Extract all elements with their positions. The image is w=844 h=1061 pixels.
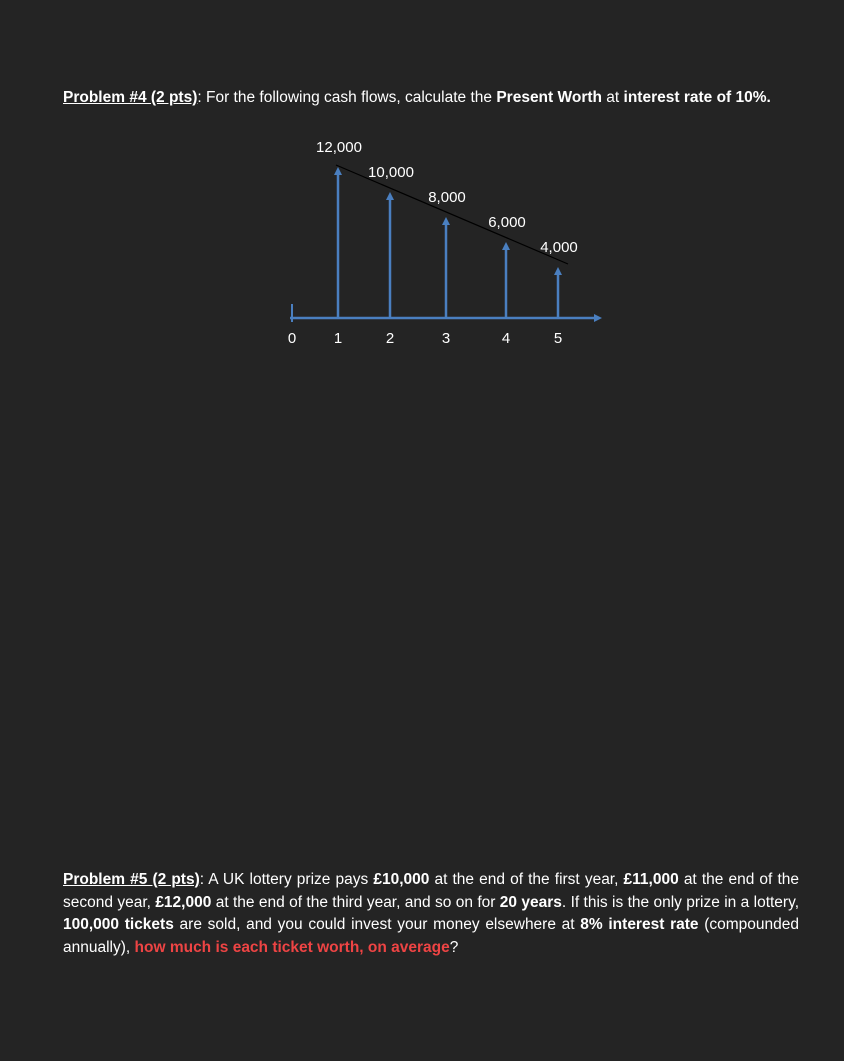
tick-label-0: 0 xyxy=(287,330,297,347)
problem-5-t6: are sold, and you could invest your money elsewhere at xyxy=(173,916,581,933)
tick-label-5: 5 xyxy=(553,330,563,347)
value-label-4: 6,000 xyxy=(488,214,526,231)
value-label-3: 8,000 xyxy=(428,189,466,206)
problem-5-b1: £10,000 xyxy=(373,871,430,888)
problem-5-t2: at the end of the first year, xyxy=(429,871,624,888)
problem-5-red-question: how much is each ticket worth, on average xyxy=(134,938,450,956)
value-label-2: 10,000 xyxy=(368,164,414,181)
tick-label-1: 1 xyxy=(333,330,343,347)
problem-5-b6: 8% interest rate xyxy=(580,916,699,933)
problem-5-t3: at the end of the second year, xyxy=(63,871,800,911)
tick-label-3: 3 xyxy=(441,330,451,347)
gradient-line xyxy=(336,165,568,264)
problem-4-text-a: : For the following cash flows, calculate the xyxy=(197,89,497,106)
value-label-1: 12,000 xyxy=(316,139,362,156)
problem-5-b3: £12,000 xyxy=(155,893,212,911)
problem-5-t1: : A UK lottery prize pays xyxy=(199,871,374,888)
problem-5-t4: at the end of the third year, and so on for xyxy=(211,893,500,911)
problem-5-heading: Problem #5 (2 pts) xyxy=(63,871,200,888)
problem-4-heading: Problem #4 (2 pts) xyxy=(63,89,198,106)
problem-5-b2: £11,000 xyxy=(623,871,679,888)
problem-4-bold-a: Present Worth xyxy=(496,89,602,106)
value-label-5: 4,000 xyxy=(540,239,578,256)
problem-4-bold-b: interest rate of 10%. xyxy=(623,89,771,106)
problem-5-t8: ? xyxy=(449,938,459,956)
cash-flow-diagram xyxy=(0,0,844,400)
problem-5-b4: 20 years xyxy=(499,893,562,911)
problem-4-text-b: at xyxy=(601,89,624,106)
problem-5-b5: 100,000 tickets xyxy=(63,916,174,933)
problem-5-t7: (compounded annually), xyxy=(63,916,799,956)
problem-5-text xyxy=(63,869,799,959)
problem-5-t5: . If this is the only prize in a lottery, xyxy=(561,893,799,911)
tick-label-2: 2 xyxy=(385,330,395,347)
tick-label-4: 4 xyxy=(501,330,511,347)
